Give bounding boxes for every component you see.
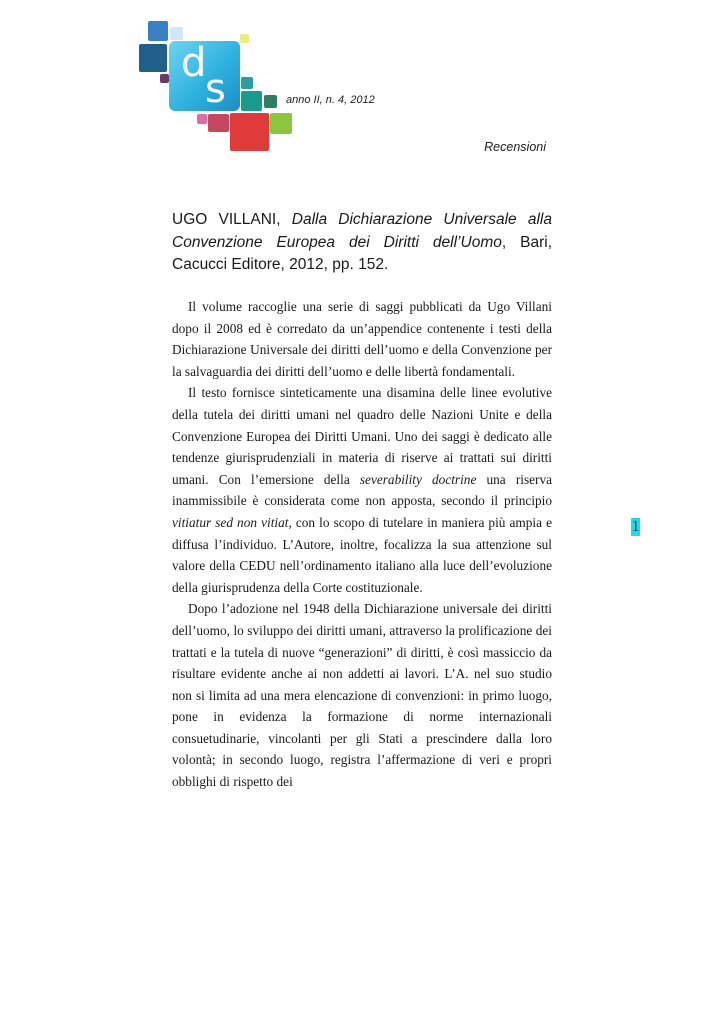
- logo-square: [241, 77, 253, 89]
- logo-square: [264, 95, 277, 108]
- issue-info: anno II, n. 4, 2012: [286, 94, 375, 106]
- italic-term: vitiatur sed non vitiat: [172, 514, 289, 530]
- section-label: Recensioni: [484, 140, 546, 154]
- review-body: [172, 296, 552, 793]
- logo-square: [170, 27, 183, 40]
- logo-square: [160, 74, 169, 83]
- logo-square: [148, 21, 168, 41]
- book-publication: , Bari, Cacucci Editore, 2012, pp. 152.: [172, 233, 553, 273]
- text-run: Il testo fornisce sinteticamente una disamina delle linee evolutive della tutela dei diritti umani nel quadro delle Nazioni Unite e della Convenzione Europea dei Diritti Umani. Uno dei saggi è dedicato alle tendenze giurisprudenziali in materia di riserve ai trattati sui diritti umani. Con l’emersione della: [172, 385, 552, 487]
- italic-term: severability doctrine: [359, 471, 477, 487]
- logo-square: [241, 91, 262, 111]
- paragraph: Dopo l’adozione nel 1948 della Dichiarazione universale dei diritti dell’uomo, lo sviluppo dei diritti umani, attraverso la prolificazione dei trattati e la tutela di nuove “generazioni” di diritti, è così massiccio da risultare evidente anche ai non addetti ai lavori. L’A. nel suo studio non si limita ad una mera elencazione di convenzioni: in primo luogo, pone in evidenza la formazione di norme internazionali consuetudinarie, vincolanti per gli Stati a prescindere dalla loro volontà; in secondo luogo, registra l’affermazione di veri e propri obblighi di rispetto dei: [172, 601, 552, 790]
- logo-square: [240, 34, 249, 43]
- page-number: 1: [631, 518, 640, 535]
- logo-square: [197, 114, 207, 124]
- logo-square: [230, 113, 269, 151]
- journal-logo: [0, 0, 300, 160]
- logo-square: [139, 44, 167, 72]
- paragraph: Il volume raccoglie una serie di saggi pubblicati da Ugo Villani dopo il 2008 ed è corredato da un’appendice contenente i testi della Dichiarazione Universale dei diritti dell’uomo e della Convenzione per la salvaguardia dei diritti dell’uomo e delle libertà fondamentali.: [172, 299, 552, 379]
- paragraph: [172, 382, 552, 598]
- review-heading: [172, 209, 552, 277]
- logo-text: d s: [181, 40, 226, 112]
- logo-square: [270, 113, 292, 134]
- book-author: UGO VILLANI,: [172, 211, 281, 228]
- text-run: , con lo scopo di tutelare in maniera più ampia e diffusa l’individuo. L’Autore, inoltre, focalizza la sua attenzione sul valore della CEDU nell’ordinamento italiano alla luce dell’evoluzione della giurisprudenza della Corte costituzionale.: [172, 514, 552, 595]
- text-run: una riserva inammissibile è considerata come non apposta, secondo il principio: [172, 471, 552, 509]
- book-title: Dalla Dichiarazione Universale alla Convenzione Europea dei Diritti dell’Uomo: [172, 211, 552, 251]
- logo-square: [208, 114, 229, 132]
